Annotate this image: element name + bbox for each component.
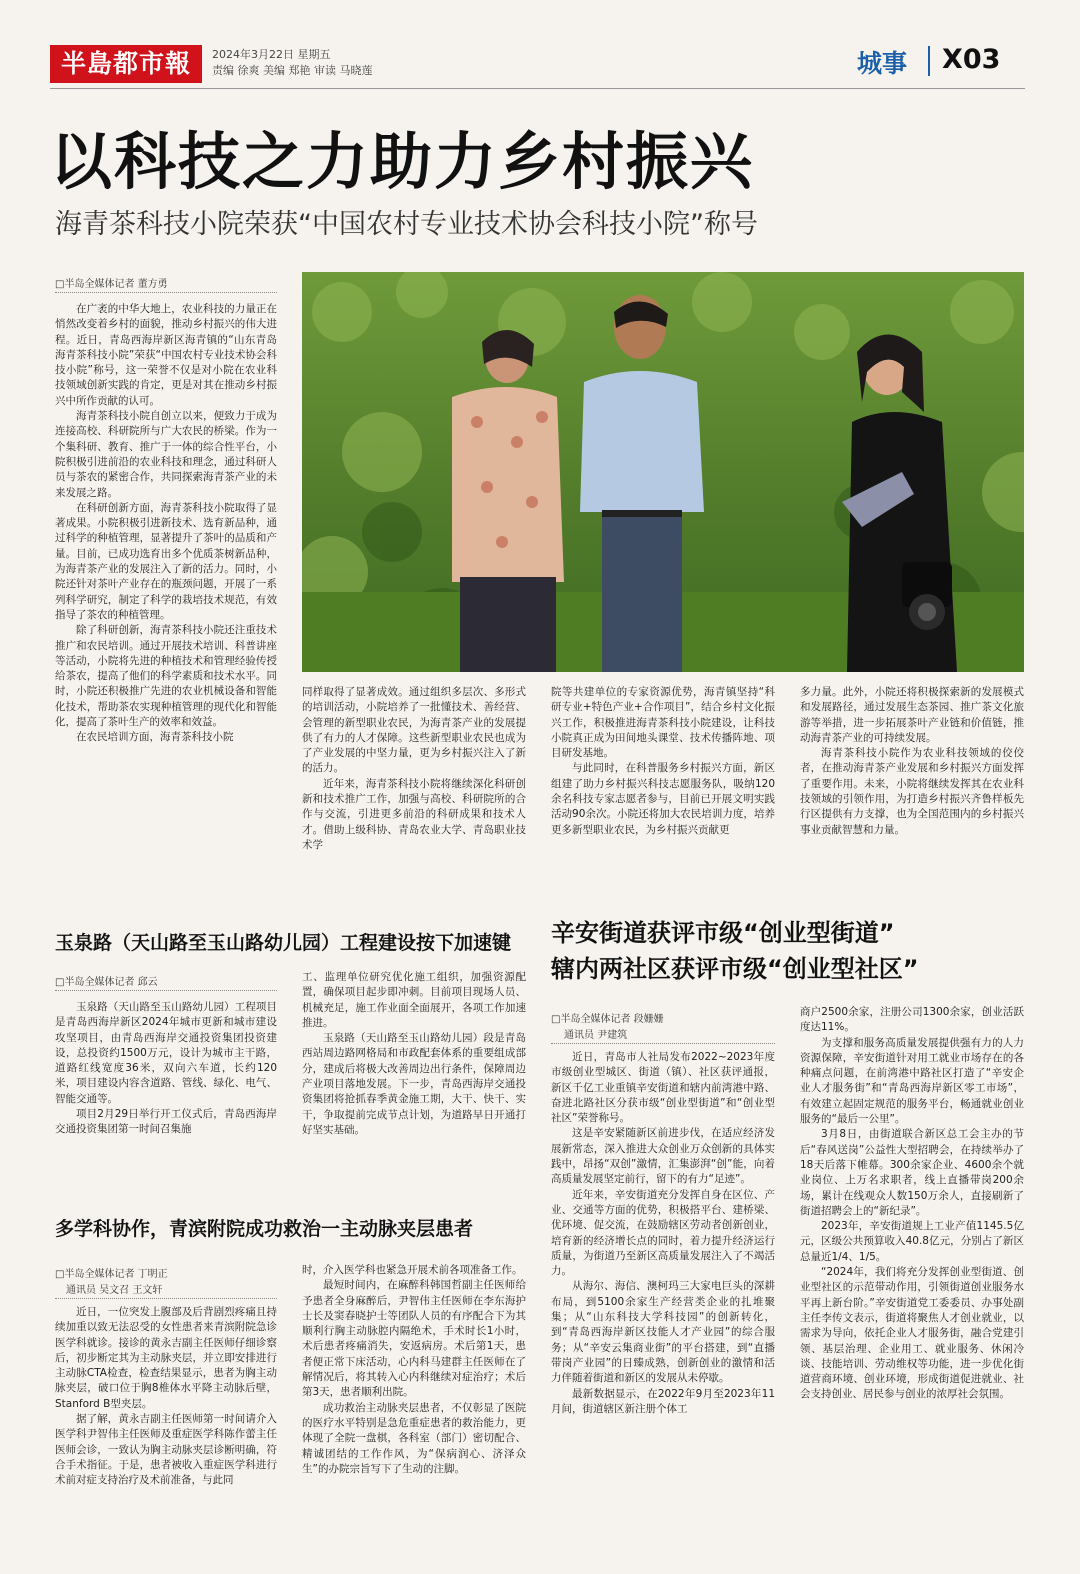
hospital-column-1 [55, 1305, 277, 1489]
lead-byline: □半岛全媒体记者 董方勇 [55, 279, 168, 290]
road-byline: □半岛全媒体记者 邱云 [55, 977, 158, 988]
paragraph: 海青茶科技小院作为农业科技领域的佼佼者，在推动海青茶产业发展和乡村振兴方面发挥了重要作用。未来，小院将继续发挥其在农业科技领域的引领作用，为打造乡村振兴齐鲁样板先行区提供有力支撑，也为全国范围内的乡村振兴事业贡献智慧和力量。 [800, 747, 1024, 836]
paragraph: 据了解，黄永吉副主任医师第一时间请介入医学科尹智伟主任医师及重症医学科陈作蕾主任医师会诊，一致认为胸主动脉夹层诊断明确，符合手术指征。于是，患者被收入重症医学科进行术前对症支持治疗及术前准备，与此同 [55, 1413, 277, 1487]
paragraph: 在广袤的中华大地上，农业科技的力量正在悄然改变着乡村的面貌，推动乡村振兴的伟大进程。近日，青岛西海岸新区海青镇的“山东青岛海青茶科技小院”荣获“中国农村专业技术协会科技小院”称号，这一荣誉不仅是对小院在农业科技领域创新实践的肯定，更是对其在推动乡村振兴中所作贡献的认可。 [55, 303, 277, 407]
issue-date: 2024年3月22日 星期五 [212, 48, 331, 61]
paragraph: 玉泉路（天山路至玉山路幼儿园）段是青岛西站周边路网格局和市政配套体系的重要组成部分，建成后将极大改善周边出行条件，保障周边产业项目落地发展。下一步，青岛西海岸交通投资集团将抢抓春季黄金施工期，大干、快干、实干，争取提前完成节点计划，为道路早日开通打好坚实基础。 [302, 1032, 526, 1136]
paragraph: 时，介入医学科也紧急开展术前各项准备工作。 [302, 1264, 523, 1276]
hospital-byline-correspondents: 通讯员 吴文召 王文轩 [66, 1285, 163, 1296]
paragraph: 近年来，辛安街道充分发挥自身在区位、产业、交通等方面的优势，积极搭平台、建桥梁、优环境、促交流，在鼓励辖区劳动者创新创业，培育新的经济增长点的同时，着力提升经济运行质量，为街道乃至新区高质量发展注入了不竭活力。 [551, 1188, 775, 1278]
byline-rule [55, 1298, 277, 1299]
lead-subhead: 海青茶科技小院荣获“中国农村专业技术协会科技小院”称号 [55, 209, 758, 240]
road-column-1 [55, 1000, 277, 1138]
xinan-column-2 [800, 1005, 1024, 1403]
editor-credits: 责编 徐爽 美编 郑艳 审读 马晓莲 [212, 64, 373, 77]
paragraph: 玉泉路（天山路至玉山路幼儿园）工程项目是青岛西海岸新区2024年城市更新和城市建设攻坚项目，由青岛西海岸交通投资集团投资建设，总投资约1500万元，设计为城市主干路，道路红线宽度36米，双向六车道，长约120米，项目建设内容含道路、管线、绿化、电气、智能交通等。 [55, 1001, 277, 1105]
masthead-rule [50, 88, 1025, 89]
paragraph: 最短时间内，在麻醉科韩国哲副主任医师给予患者全身麻醉后，尹智伟主任医师在李东海护士长及窦春晓护士等团队人员的有序配合下为其顺利行胸主动脉腔内隔绝术，手术时长1小时，术后患者疼痛消失，安返病房。术后第1天，患者便正常下床活动，心内科马建群主任医师在了解情况后，将其转入心内科继续对症治疗；术后第3天，患者顺利出院。 [302, 1279, 526, 1399]
paragraph: 从海尔、海信、澳柯玛三大家电巨头的深耕布局，到5100余家生产经营类企业的扎堆聚集；从“山东科技大学科技园”的创新转化，到“青岛西海岸新区技能人才产业园”的综合服务；从“辛安云集商业街”的平台搭建，到“直播带岗产业园”的日臻成熟，创新创业的激情和活力伴随着街道和新区的发展从未停歇。 [551, 1280, 775, 1385]
paragraph: 近日，一位突发上腹部及后背剧烈疼痛且持续加重以致无法忍受的女性患者来青滨附院急诊医学科就诊。接诊的黄永吉副主任医师仔细诊察后，初步断定其为主动脉夹层，并立即安排进行主动脉CTA检查，检查结果显示，患者为胸主动脉夹层，破口位于胸8椎体水平降主动脉后壁，Stanford B型夹层。 [55, 1306, 277, 1410]
xinan-column-1 [551, 1050, 775, 1417]
xinan-byline: □半岛全媒体记者 段姗姗 [551, 1014, 664, 1025]
newspaper-logo: 半島都市報 [50, 45, 202, 83]
paragraph: 为支撑和服务高质量发展提供强有力的人力资源保障，辛安街道针对用工就业市场存在的各种痛点问题，在前湾港中路社区打造了“辛安企业人才服务街”和“青岛西海岸新区零工市场”，有效建立起固定规范的服务平台，畅通就业创业服务的“最后一公里”。 [800, 1036, 1024, 1126]
paragraph: 最新数据显示，在2022年9月至2023年11月间，街道辖区新注册个体工 [551, 1387, 775, 1415]
paragraph: 项目2月29日举行开工仪式后，青岛西海岸交通投资集团第一时间召集施 [55, 1108, 277, 1136]
lead-column-2 [302, 685, 526, 853]
hospital-byline: □半岛全媒体记者 丁明正 [55, 1269, 168, 1280]
tea-garden-photo [302, 272, 1024, 672]
section-divider [928, 46, 930, 76]
road-headline: 玉泉路（天山路至玉山路幼儿园）工程建设按下加速键 [55, 932, 512, 954]
byline-rule [551, 1043, 775, 1044]
paragraph: 在科研创新方面，海青茶科技小院取得了显著成果。小院积极引进新技术、选育新品种，通过科学的种植管理，显著提升了茶叶的品质和产量。目前，已成功选育出多个优质茶树新品种，为海青茶产业的发展注入了新的活力。同时，小院还针对茶叶产业存在的瓶颈问题，开展了一系列科学研究，制定了科学的栽培技术规范，有效指导了茶农的种植管理。 [55, 501, 277, 621]
paragraph: 多力量。此外，小院还将积极探索新的发展模式和发展路径，通过发展生态茶园、推广茶文化旅游等举措，进一步拓展茶叶产业链和价值链，推动海青茶产业的可持续发展。 [800, 686, 1024, 744]
byline-rule [55, 990, 277, 991]
paragraph: 3月8日，由街道联合新区总工会主办的节后“春风送岗”公益性大型招聘会，在持续举办了18天后落下帷幕。300余家企业、4600余个就业岗位、上万名求职者，线上直播带岗200余场，累计在线观众人数150万余人，直接刷新了街道招聘会上的“新纪录”。 [800, 1128, 1024, 1217]
paragraph: 成功救治主动脉夹层患者，不仅彰显了医院的医疗水平特别是急危重症患者的救治能力，更体现了全院一盘棋，各科室（部门）密切配合、精诚团结的工作作风，为“保病润心、济泽众生”的办院宗旨写下了生动的注脚。 [302, 1401, 526, 1475]
paragraph: 工、监理单位研究优化施工组织，加强资源配置，确保项目起步即冲刺。目前项目现场人员、机械充足，施工作业面全面展开，各项工作加速推进。 [302, 971, 526, 1029]
hospital-column-2 [302, 1263, 526, 1477]
paragraph: 近日，青岛市人社局发布2022~2023年度市级创业型城区、街道（镇）、社区获评通报，新区千亿工业重镇辛安街道和辖内前湾港中路、奋进北路社区分获市级“创业型街道”和“创业型社区”荣誉称号。 [551, 1051, 775, 1125]
paragraph: “2024年，我们将充分发挥创业型街道、创业型社区的示范带动作用，引领街道创业服务水平再上新台阶。”辛安街道党工委委员、办事处副主任李传文表示，街道将聚焦人才创业就业，以需求为导向，依托企业人才服务街，融合党建引领、基层治理、企业用工、就业服务、休闲冷谈、技能培训、劳动维权等功能，进一步优化街道营商环境、创业环境，形成街道促进就业、社会支持创业、居民参与创业的浓厚社会氛围。 [800, 1266, 1024, 1401]
hospital-headline: 多学科协作，青滨附院成功救治一主动脉夹层患者 [55, 1218, 474, 1240]
paragraph: 院等共建单位的专家资源优势，海青镇坚持“科研专业+特色产业+合作项目”，结合乡村文化振兴工作，积极推进海青茶科技小院建设，让科技小院真正成为田间地头课堂、技术传播阵地、项目研发基地。 [551, 686, 775, 760]
xinan-headline: 辛安街道获评市级“创业型街道” [551, 919, 895, 947]
photo-illustration [302, 272, 1024, 672]
xinan-byline-correspondent: 通讯员 尹建筑 [564, 1030, 628, 1041]
lead-headline: 以科技之力助力乡村振兴 [50, 125, 755, 198]
paragraph: 近年来，海青茶科技小院将继续深化科研创新和技术推广工作，加强与高校、科研院所的合作与交流，引进更多前沿的科研成果和技术人才。借助上级科协、青岛农业大学、青岛职业技术学 [302, 777, 526, 851]
paragraph: 与此同时，在科普服务乡村振兴方面，新区组建了助力乡村振兴科技志愿服务队，吸纳120余名科技专家志愿者参与，目前已开展文明实践活动90余次。小院还将加大农民培训力度，培养更多新型职业农民，为乡村振兴贡献更 [551, 762, 775, 836]
section-name: 城事 [857, 49, 908, 78]
paragraph: 同样取得了显著成效。通过组织多层次、多形式的培训活动，小院培养了一批懂技术、善经营、会管理的新型职业农民，为海青茶产业的发展提供了有力的人才保障。这些新型职业农民也成为了产业发展的中坚力量，更为乡村振兴注入了新的活力。 [302, 686, 526, 775]
paragraph: 除了科研创新，海青茶科技小院还注重技术推广和农民培训。通过开展技术培训、科普讲座等活动，小院将先进的种植技术和管理经验传授给茶农，提高了他们的科学素质和技术水平。同时，小院还积极推广先进的农业机械设备和智能化技术，帮助茶农实现种植管理的现代化和智能化，提高了茶叶生产的效率和效益。 [55, 624, 277, 729]
xinan-headline-second-line: 辖内两社区获评市级“创业型社区” [551, 955, 919, 983]
byline-rule [55, 292, 277, 293]
paragraph: 海青茶科技小院自创立以来，便致力于成为连接高校、科研院所与广大农民的桥梁。作为一个集科研、教育、推广于一体的综合性平台，小院积极引进前沿的农业科技和理念，通过科研人员与茶农的紧密合作，共同探索海青茶产业的未来发展之路。 [55, 410, 277, 499]
lead-column-3 [551, 685, 775, 838]
paragraph: 这是辛安紧随新区前进步伐，在适应经济发展新常态，深入推进大众创业万众创新的具体实践中，昂扬“双创”激情，汇集澎湃“创”能，向着高质量发展坚定前行，留下的有力“足迹”。 [551, 1127, 775, 1186]
paragraph: 在农民培训方面，海青茶科技小院 [76, 731, 234, 744]
lead-column-1 [55, 302, 277, 746]
paragraph: 2023年，辛安街道规上工业产值1145.5亿元，区级公共预算收入40.8亿元，分别占了新区总量近1/4、1/5。 [800, 1220, 1024, 1263]
paragraph: 商户2500余家，注册公司1300余家，创业活跃度达11%。 [800, 1006, 1024, 1034]
road-column-2 [302, 970, 526, 1138]
page-number: X03 [942, 44, 1001, 75]
lead-column-4 [800, 685, 1024, 838]
